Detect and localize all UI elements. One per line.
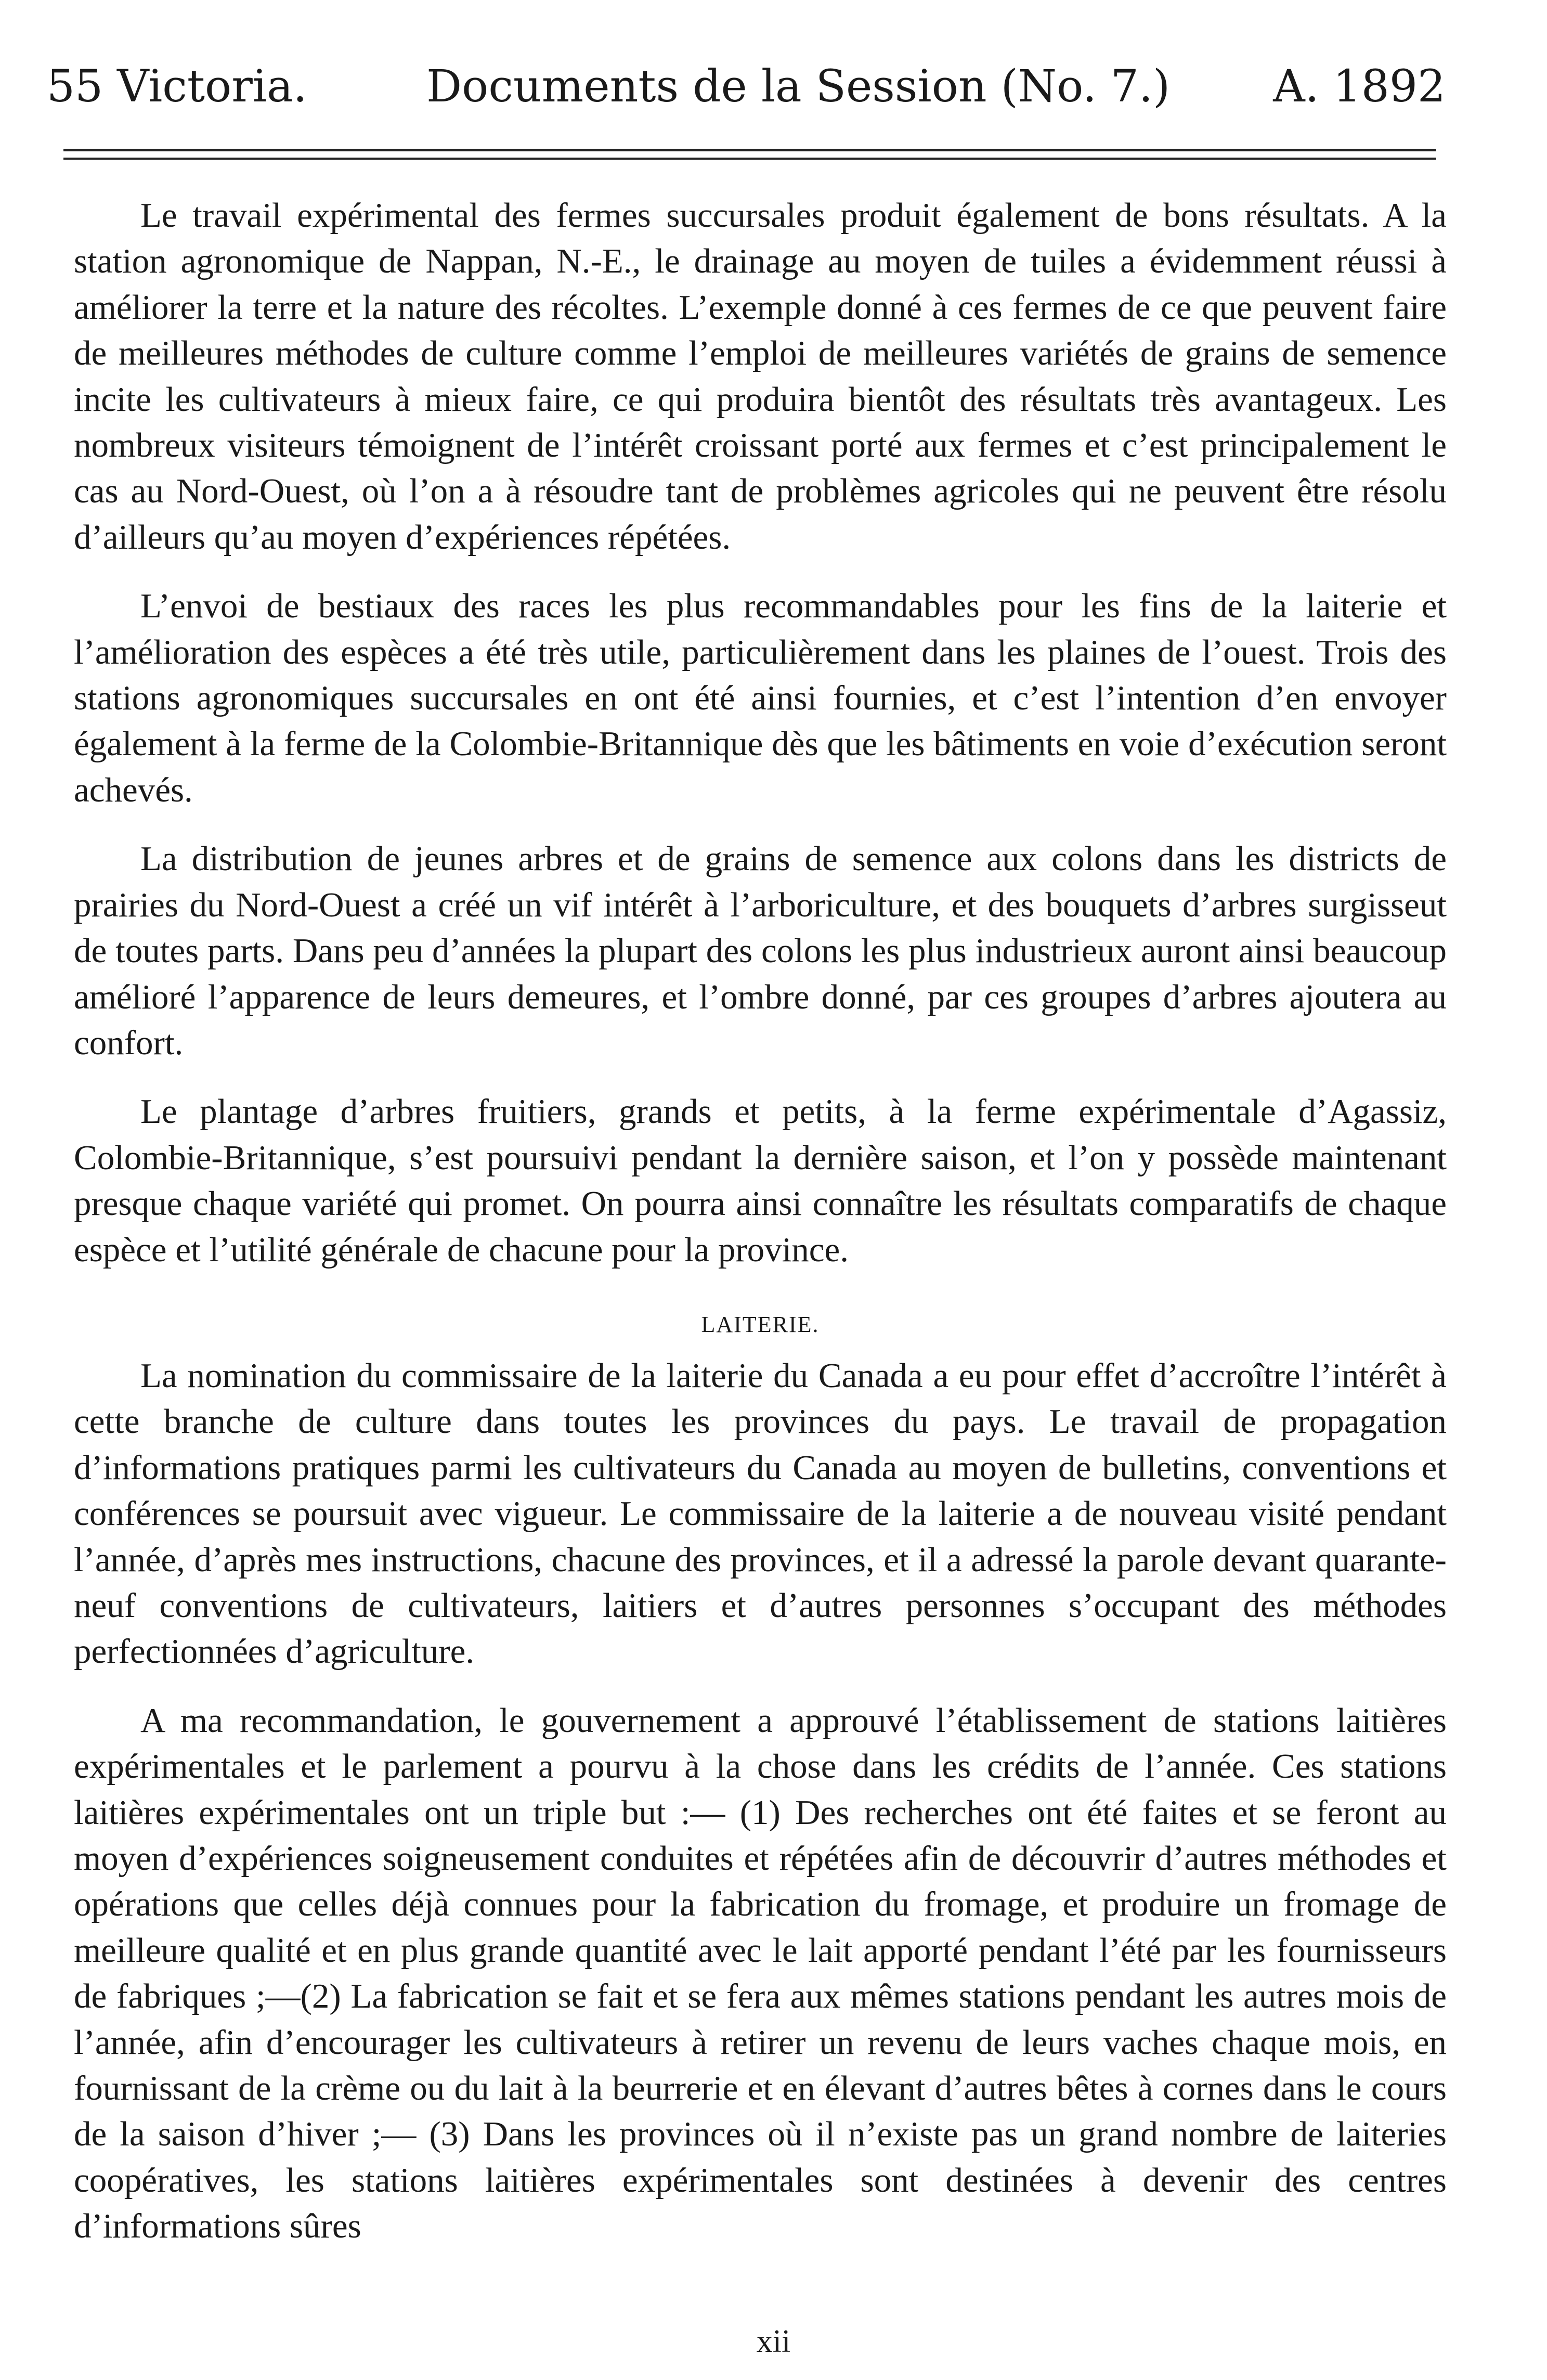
running-head-title: Documents de la Session (No. 7.) xyxy=(426,61,1171,112)
body-text xyxy=(74,192,1447,2249)
running-head-right: A. 1892 xyxy=(1273,61,1446,112)
running-head-left: 55 Victoria. xyxy=(47,61,307,112)
header-rule-top xyxy=(63,149,1436,151)
paragraph: La nomination du commissaire de la laiterie du Canada a eu pour effet d’accroître l’intérêt à cette branche de culture dans toutes les provinces du pays. Le travail de propagation d’informations pratiques parmi les cultivateurs du Canada au moyen de bulletins, conventions et conférences se poursuit avec vigueur. Le commissaire de la laiterie a de nouveau visité pendant l’année, d’après mes instructions, chacune des provinces, et il a adressé la parole devant quarante-neuf conventions de cultivateurs, laitiers et d’autres personnes s’occupant des méthodes perfectionnées d’agriculture. xyxy=(74,1356,1447,1671)
paragraph: La distribution de jeunes arbres et de grains de semence aux colons dans les districts de prairies du Nord-Ouest a créé un vif intérêt à l’arboriculture, et des bouquets d’arbres surgisseut de toutes parts. Dans peu d’années la plupart des colons les plus industrieux auront ainsi beaucoup amélioré l’apparence de leurs demeures, et l’ombre donné, par ces groupes d’arbres ajoutera au confort. xyxy=(74,839,1447,1062)
paragraph-gap xyxy=(74,1066,1447,1089)
paragraph: L’envoi de bestiaux des races les plus recommandables pour les fins de la laiterie et l’amélioration des espèces a été très utile, particulièrement dans les plaines de l’ouest. Trois des stations agronomiques succursales en ont été ainsi fournies, et c’est l’intention d’en envoyer également à la ferme de la Colombie-Britannique dès que les bâtiments en voie d’exécution seront achevés. xyxy=(74,587,1447,809)
paragraph: Le travail expérimental des fermes succursales produit également de bons résultats. A la station agronomique de Nappan, N.-E., le drainage au moyen de tuiles a évidemment réussi à améliorer la terre et la nature des récoltes. L’exemple donné à ces fermes de ce que peuvent faire de meilleures méthodes de culture comme l’emploi de meilleures variétés de grains de semence incite les cultivateurs à mieux faire, ce qui produira bientôt des résultats très avantageux. Les nombreux visiteurs témoignent de l’intérêt croissant porté aux fermes et c’est principalement le cas au Nord-Ouest, où l’on a à résoudre tant de problèmes agricoles qui ne peuvent être résolu d’ailleurs qu’au moyen d’expériences répétées. xyxy=(74,196,1447,557)
paragraph-gap xyxy=(74,1675,1447,1698)
paragraph: Le plantage d’arbres fruitiers, grands et petits, à la ferme expérimentale d’Agassiz, Colombie-Britannique, s’est poursuivi pendant la dernière saison, et l’on y possède maintenant presque chaque variété qui promet. On pourra ainsi connaître les résultats comparatifs de chaque espèce et l’utilité générale de chacune pour la province. xyxy=(74,1092,1447,1269)
paragraph: A ma recommandation, le gouvernement a approuvé l’établissement de stations laitières expérimentales et le parlement a pourvu à la chose dans les crédits de l’année. Ces stations laitières expérimentales ont un triple but :— (1) Des recherches ont été faites et se feront au moyen d’expériences soigneusement conduites et répétées afin de découvrir d’autres méthodes et opérations que celles déjà connues pour la fabrication du fromage, et produire un fromage de meilleure qualité et en plus grande quantité avec le lait apporté pendant l’été par les fournisseurs de fabriques ;—(2) La fabrication se fait et se fera aux mêmes stations pendant les autres mois de l’année, afin d’encourager les cultivateurs à retirer un revenu de leurs vaches chaque mois, en fournissant de la crème ou du lait à la beurrerie et en élevant d’autres bêtes à cornes dans le cours de la saison d’hiver ;— (3) Dans les provinces où il n’existe pas un grand nombre de laiteries coopératives, les stations laitières expérimentales sont destinées à devenir des centres d’informations sûres xyxy=(74,1701,1447,2246)
paragraph-gap xyxy=(74,560,1447,583)
section-heading: LAITERIE. xyxy=(701,1311,820,1337)
running-head xyxy=(47,58,1446,115)
paragraph-gap xyxy=(74,813,1447,836)
page-number: xii xyxy=(756,2324,791,2359)
header-rule-bottom xyxy=(63,158,1436,160)
